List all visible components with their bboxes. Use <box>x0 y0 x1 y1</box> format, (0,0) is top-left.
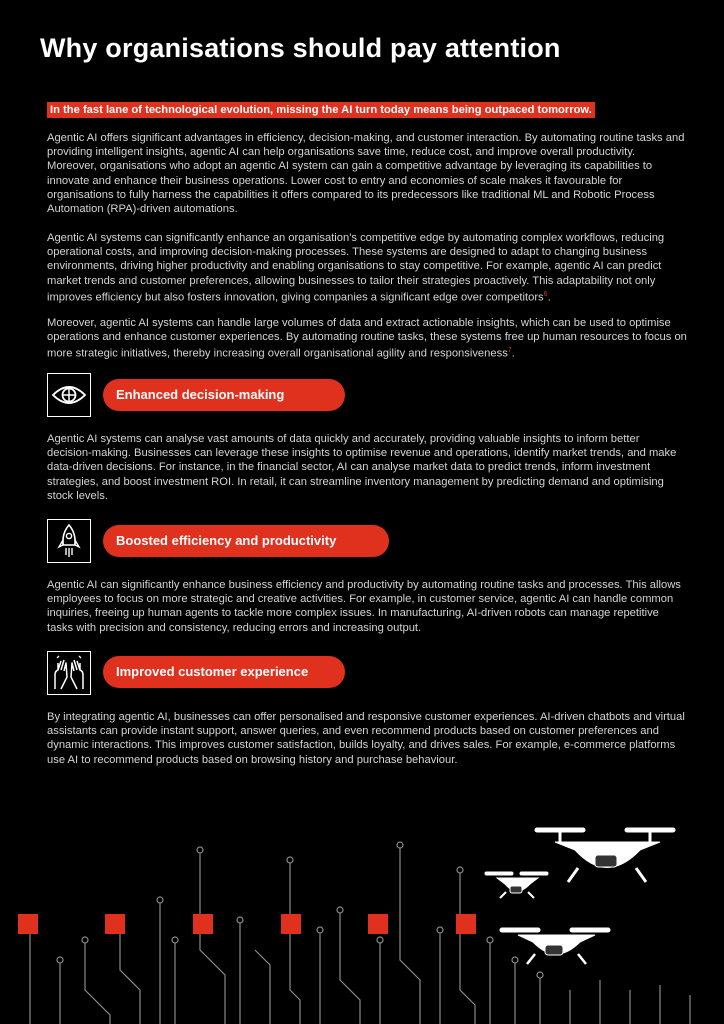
section-heading-efficiency: Boosted efficiency and productivity <box>103 525 389 557</box>
eye-icon <box>51 380 87 410</box>
customer-icon-box <box>47 651 91 695</box>
footnote-ref-6[interactable]: 6 <box>543 290 548 298</box>
intro-paragraph-1 <box>47 131 687 216</box>
footnote-ref-7[interactable]: 7 <box>507 347 512 355</box>
circuit-drone-illustration <box>0 790 724 1024</box>
red-squares-row <box>18 914 476 934</box>
decision-icon-box <box>47 373 91 417</box>
drone-small <box>485 872 548 898</box>
section-body-efficiency: Agentic AI can significantly enhance business efficiency and productivity by automating routine tasks and processes. This allows employees to focus on more strategic and creative activities. For example, in customer service, agentic AI can handle common inquiries, freeing up human agents to tackle more complex issues. In manufacturing, AI-driven robots can manage repetitive tasks with precision and consistency, reducing errors and increasing output. <box>47 579 681 634</box>
section-body-decision: Agentic AI systems can analyse vast amounts of data quickly and accurately, providing valuable insights to inform better decision-making. Businesses can leverage these insights to optimise revenue and operations, identify market trends, and make data-driven decisions. For instance, in the financial sector, AI can analyse market data to predict trends, inform investment strategies, and boost investment ROI. In retail, it can streamline inventory management by predicting demand and optimising stock levels. <box>47 433 677 502</box>
section-heading-customer: Improved customer experience <box>103 656 345 688</box>
section-heading-decision: Enhanced decision-making <box>103 379 345 411</box>
page-title: Why organisations should pay attention <box>40 33 561 63</box>
intro-paragraph-3 <box>47 316 687 361</box>
raised-hands-icon <box>51 655 87 691</box>
intro-text-3: Moreover, agentic AI systems can handle large volumes of data and extract actionable insights, which can be used to optimise operations and enhance customer experiences. By automating routine tasks, these systems free up human resources to focus on more strategic initiatives, thereby increasing overall organisational agility and responsiveness <box>47 317 687 361</box>
intro-text-3-end: . <box>511 348 515 361</box>
intro-paragraph-2 <box>47 231 687 305</box>
rocket-icon <box>54 523 84 559</box>
intro-text-2: Agentic AI systems can significantly enhance an organisation's competitive edge by automating complex workflows, reducing operational costs, and improving decision-making processes. These systems are designed to adapt to changing business environments, driving higher productivity and enabling organisations to stay competitive. For example, agentic AI can predict market trends and customer preferences, allowing businesses to tailor their strategies proactively. This adaptability not only improves efficiency but also fosters innovation, giving companies a significant edge over competitors <box>47 232 665 304</box>
intro-text-2-end: . <box>547 291 551 304</box>
intro-text-1: Agentic AI offers significant advantages in efficiency, decision-making, and customer interaction. By automating routine tasks and providing intelligent insights, agentic AI can help organisations save time, reduce cost, and improve overall productivity. Moreover, organisations who adopt an agentic AI system can gain a competitive advantage by leveraging its capabilities to innovate and enhance their business operations. Lower cost to entry and economies of scale makes it favourable for organisations to fully harness the capabilities it offers compared to its predecessors like traditional ML and Robotic Process Automation (RPA)-driven automations. <box>47 132 685 216</box>
highlight-callout: In the fast lane of technological evolution, missing the AI turn today means being outpaced tomorrow. <box>47 102 595 118</box>
section-body-customer: By integrating agentic AI, businesses can offer personalised and responsive customer experiences. AI-driven chatbots and virtual assistants can provide instant support, answer queries, and even recommend products based on customer preferences and dynamic interactions. This improves customer satisfaction, builds loyalty, and drives sales. For example, e-commerce platforms use AI to recommend products based on browsing history and purchase behaviour. <box>47 711 685 766</box>
drone-large <box>535 828 675 882</box>
efficiency-icon-box <box>47 519 91 563</box>
